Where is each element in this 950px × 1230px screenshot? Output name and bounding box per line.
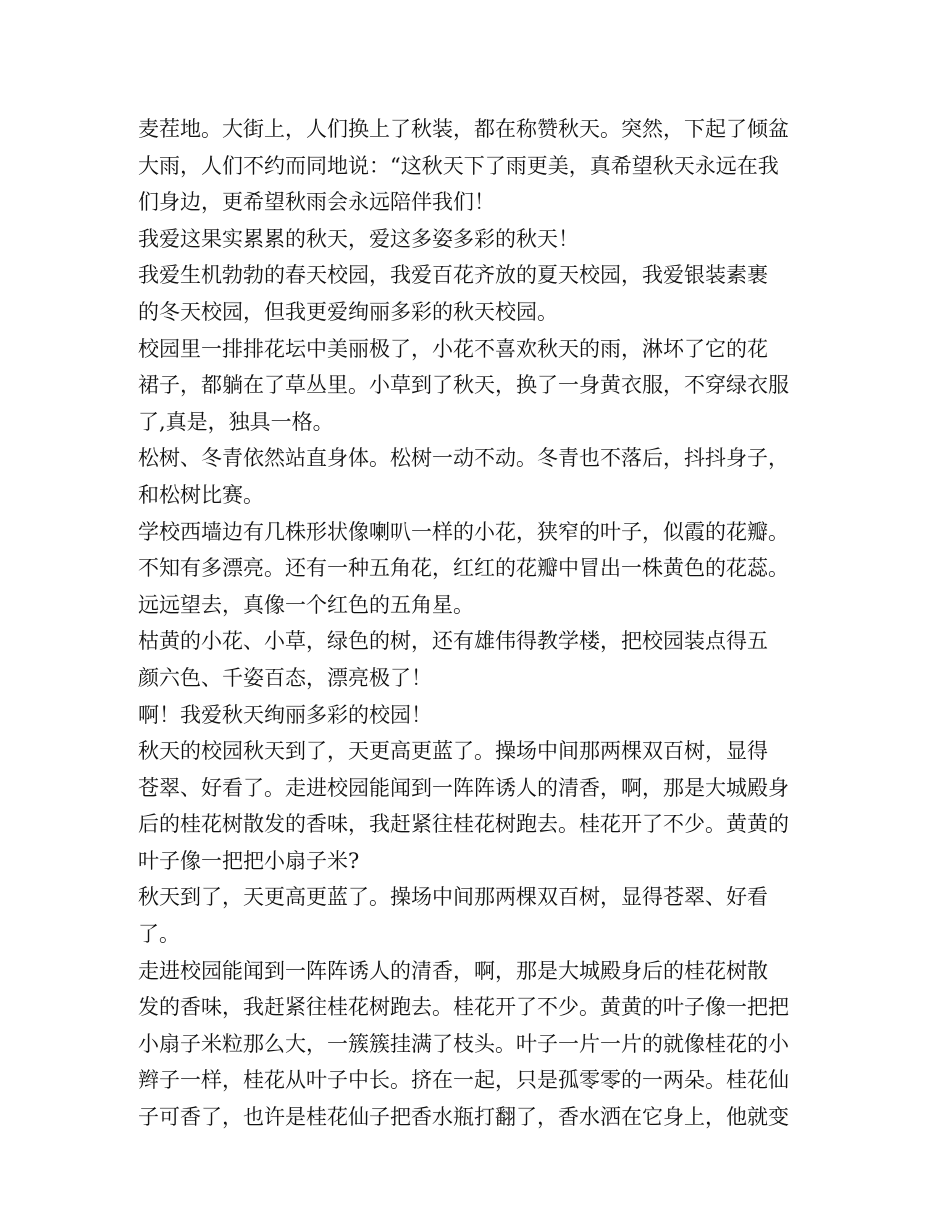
text-line: 大雨，人们不约而同地说：“这秋天下了雨更美，真希望秋天永远在我 — [138, 153, 779, 178]
text-line: 和松树比赛。 — [138, 482, 264, 507]
text-line: 子可香了，也许是桂花仙子把香水瓶打翻了，香水洒在它身上，他就变 — [138, 1105, 789, 1130]
text-line: 辫子一样，桂花从叶子中长。挤在一起，只是孤零零的一两朵。桂花仙 — [138, 1068, 789, 1093]
text-line: 走进校园能闻到一阵阵诱人的清香，啊，那是大城殿身后的桂花树散 — [138, 958, 768, 983]
text-line: 啊！我爱秋天绚丽多彩的校园！ — [138, 702, 432, 727]
text-line: 校园里一排排花坛中美丽极了，小花不喜欢秋天的雨，淋坏了它的花 — [138, 336, 768, 361]
text-line: 颜六色、千姿百态，漂亮极了！ — [138, 665, 432, 690]
text-line: 苍翠、好看了。走进校园能闻到一阵阵诱人的清香，啊，那是大城殿身 — [138, 775, 789, 800]
text-line: 秋天的校园秋天到了，天更高更蓝了。操场中间那两棵双百树，显得 — [138, 739, 768, 764]
text-line: 枯黄的小花、小草，绿色的树，还有雄伟得教学楼，把校园装点得五 — [138, 629, 768, 654]
text-line: 不知有多漂亮。还有一种五角花，红红的花瓣中冒出一株黄色的花蕊。 — [138, 556, 789, 581]
text-line: 学校西墙边有几株形状像喇叭一样的小花，狭窄的叶子，似霞的花瓣。 — [138, 519, 789, 544]
text-line: 叶子像一把把小扇子米? — [138, 848, 360, 873]
text-line: 了,真是，独具一格。 — [138, 409, 334, 434]
text-line: 小扇子米粒那么大，一簇簇挂满了枝头。叶子一片一片的就像桂花的小 — [138, 1031, 789, 1056]
text-line: 了。 — [138, 922, 180, 947]
text-line: 远远望去，真像一个红色的五角星。 — [138, 592, 474, 617]
text-line: 们身边，更希望秋雨会永远陪伴我们！ — [138, 190, 495, 215]
text-line: 后的桂花树散发的香味，我赶紧往桂花树跑去。桂花开了不少。黄黄的 — [138, 812, 789, 837]
text-line: 裙子，都躺在了草丛里。小草到了秋天，换了一身黄衣服，不穿绿衣服 — [138, 373, 789, 398]
text-line: 我爱这果实累累的秋天，爱这多姿多彩的秋天！ — [138, 226, 579, 251]
text-line: 麦茬地。大街上，人们换上了秋装，都在称赞秋天。突然，下起了倾盆 — [138, 117, 789, 141]
text-line: 发的香味，我赶紧往桂花树跑去。桂花开了不少。黄黄的叶子像一把把 — [138, 995, 789, 1020]
text-line: 我爱生机勃勃的春天校园，我爱百花齐放的夏天校园，我爱银装素裹 — [138, 263, 768, 288]
body-text — [138, 111, 838, 1136]
text-line: 秋天到了，天更高更蓝了。操场中间那两棵双百树，显得苍翠、好看 — [138, 885, 768, 910]
text-line: 松树、冬青依然站直身体。松树一动不动。冬青也不落后，抖抖身子， — [138, 446, 789, 471]
text-line: 的冬天校园，但我更爱绚丽多彩的秋天校园。 — [138, 299, 558, 324]
